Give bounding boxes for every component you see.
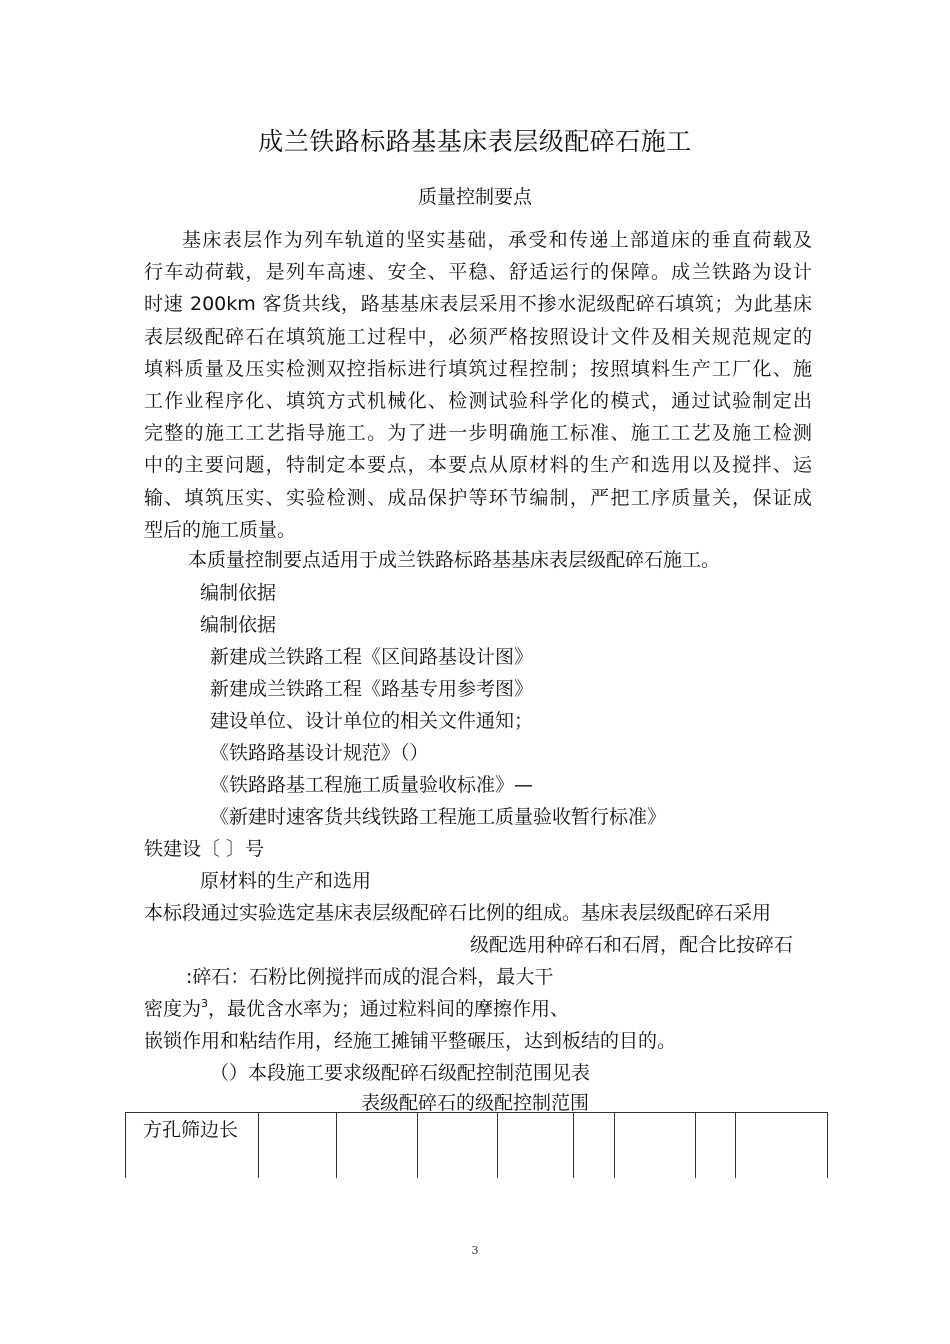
table-row [126,1113,828,1179]
intro-line: 完整的施工工艺指导施工。为了进一步明确施工标准、施工工艺及施工检测 [144,422,812,445]
table-cell [615,1113,695,1179]
table-header-cell: 方孔筛边长 [126,1113,259,1179]
intro-line: 行车动荷载，是列车高速、安全、平稳、舒适运行的保障。成兰铁路为设计 [144,261,812,284]
standard-item: 《铁路路基设计规范》（） [210,742,429,764]
standard-item: 《铁路路基工程施工质量验收标准》— [210,774,534,796]
materials-text: 本标段通过实验选定基床表层级配碎石比例的组成。基床表层级配碎石采用 [144,902,772,924]
basis-item: 建设单位、设计单位的相关文件通知； [210,710,534,732]
document-subtitle: 质量控制要点 [417,186,532,208]
basis-item: 新建成兰铁路工程《区间路基设计图》 [210,646,534,668]
intro-paragraph [144,224,812,546]
document-number: 铁建设〔 〕号 [144,838,265,860]
table-cell [735,1113,827,1179]
table-cell [695,1113,735,1179]
basis-item: 新建成兰铁路工程《路基专用参考图》 [210,678,534,700]
basis-subheading: 编制依据 [200,614,277,636]
intro-line: 表层级配碎石在填筑施工过程中，必须严格按照设计文件及相关规范规定的 [144,325,812,348]
requirement-text: （）本段施工要求级配碎石级配控制范围见表 [210,1062,591,1084]
scope-statement: 本质量控制要点适用于成兰铁路标路基基床表层级配碎石施工。 [188,549,721,571]
table-cell [259,1113,337,1179]
materials-heading: 原材料的生产和选用 [200,870,372,892]
intro-line: 填料质量及压实检测双控指标进行填筑过程控制；按照填料生产工厂化、施 [144,357,812,380]
intro-line: 型后的施工质量。 [144,518,297,541]
materials-text-segment: ，最优含水率为；通过粒料间的摩擦作用、 [208,998,570,1020]
gradation-table [125,1112,828,1178]
materials-text [144,993,569,1028]
standard-item: 《新建时速客货共线铁路工程施工质量验收暂行标准》 [210,806,667,828]
intro-line: 基床表层作为列车轨道的坚实基础，承受和传递上部道床的垂直荷载及 [182,229,812,251]
intro-line: 中的主要问题，特制定本要点，本要点从原材料的生产和选用以及搅拌、运 [144,454,812,477]
intro-line: 输、填筑压实、实验检测、成品保护等环节编制，严把工序质量关，保证成 [144,486,812,509]
table-cell [498,1113,573,1179]
table-caption: 表级配碎石的级配控制范围 [360,1092,589,1114]
table-cell [337,1113,417,1179]
page-number: 3 [471,1244,479,1257]
materials-text: 嵌锁作用和粘结作用，经施工摊铺平整碾压，达到板结的目的。 [144,1030,677,1052]
materials-text: 级配选用种碎石和石屑，配合比按碎石 [470,934,794,956]
intro-line: 工作业程序化、填筑方式机械化、检测试验科学化的模式，通过试验制定出 [144,389,812,412]
document-title: 成兰铁路标路基基床表层级配碎石施工 [258,127,692,156]
table-cell [573,1113,615,1179]
materials-text: :碎石：石粉比例搅拌而成的混合料，最大干 [186,966,554,988]
superscript-unit: 3 [201,997,209,1010]
materials-text-segment: 密度为 [144,998,202,1020]
basis-heading: 编制依据 [200,582,277,604]
intro-line: 时速 200km 客货共线，路基基床表层采用不掺水泥级配碎石填筑；为此基床 [144,293,812,316]
table-cell [417,1113,497,1179]
